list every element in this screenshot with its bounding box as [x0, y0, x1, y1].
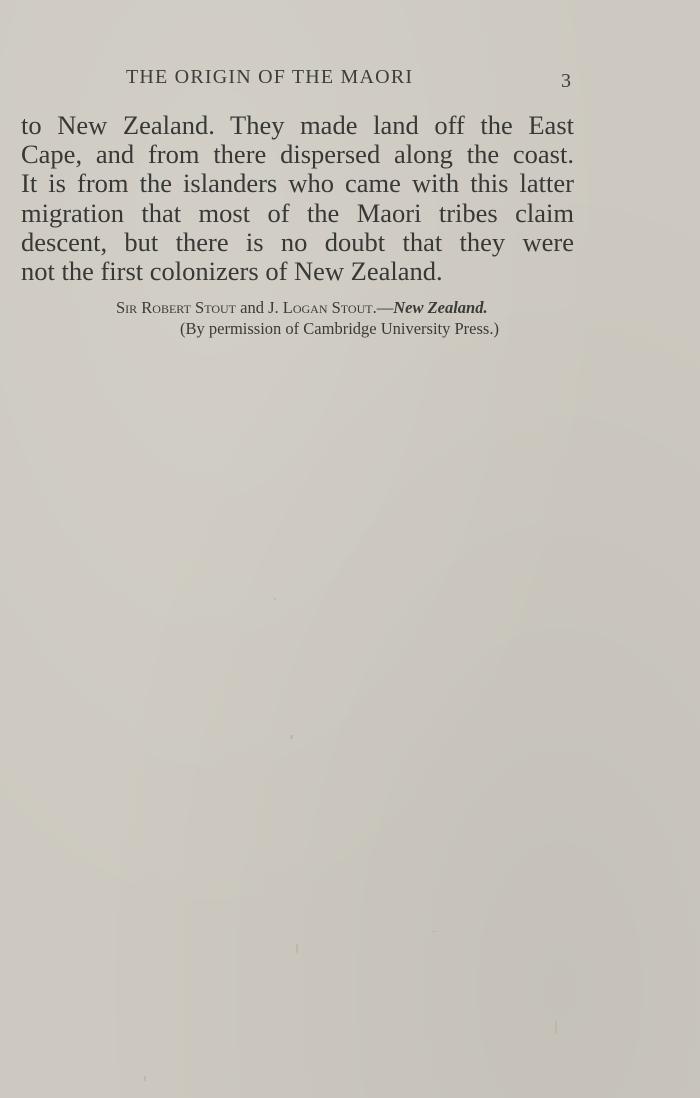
- body-line: migration that most of the Maori tribes claim: [21, 197, 574, 228]
- attribution-source: [116, 298, 488, 318]
- work-title: New Zealand.: [393, 298, 488, 317]
- author-logan-stout: J. Logan Stout: [268, 298, 373, 317]
- attribution-dash: .—: [372, 298, 394, 317]
- body-line: not the first colonizers of New Zealand.: [21, 256, 443, 287]
- body-line: to New Zealand. They made land off the East: [21, 110, 574, 140]
- paper-speck: [290, 735, 293, 739]
- page-number: 3: [561, 70, 571, 92]
- author-connector: and: [236, 298, 269, 317]
- author-robert-stout: Sir Robert Stout: [116, 298, 236, 317]
- paper-speck: [274, 598, 276, 600]
- permission-note: (By permission of Cambridge University Press.): [180, 319, 499, 338]
- body-line: It is from the islanders who came with this latter: [21, 168, 574, 199]
- paper-speck: [432, 931, 437, 932]
- running-head: [0, 66, 700, 96]
- paper-speck: [296, 944, 298, 953]
- running-title: THE ORIGIN OF THE MAORI: [126, 66, 414, 88]
- paper-speck: [144, 1076, 146, 1081]
- body-line: Cape, and from there dispersed along the coast.: [21, 139, 574, 170]
- paper-speck: [555, 1020, 557, 1034]
- body-line: descent, but there is no doubt that they were: [21, 226, 574, 257]
- body-text: [21, 111, 574, 286]
